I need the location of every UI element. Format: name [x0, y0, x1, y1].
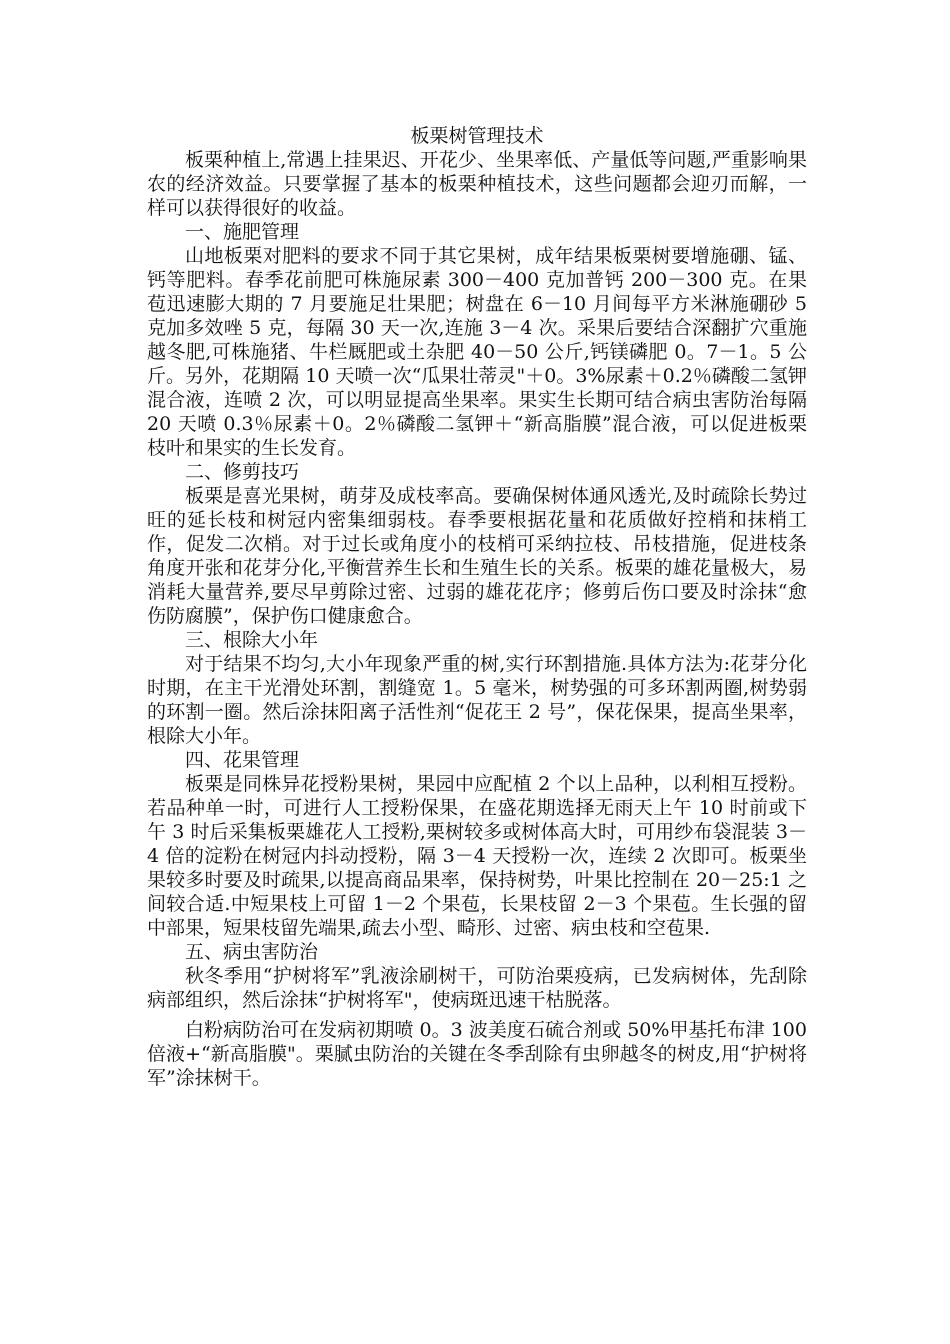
- section-paragraph-flower-fruit: 板栗是同株异花授粉果树，果园中应配植 2 个以上品种，以利相互授粉。若品种单一时，可进行人工授粉保果，在盛花期选择无雨天上午 10 时前或下午 3 时后采集板栗雄花人工授粉,栗树较多或树体高大时，可用纱布袋混装 3－4 倍的淀粉在树冠内抖动授粉，隔 3－4 天授粉一次，连续 2 次即可。板栗坐果较多时要及时疏果,以提高商品果率，保持树势，叶果比控制在 20－25:1 之间较合适.中短果枝上可留 1－2 个果苞，长果枝留 2－3 个果苞。生长强的留中部果，短果枝留先端果,疏去小型、畸形、过密、病虫枝和空苞果.: [147, 773, 807, 939]
- section-heading-pest-control: 五、病虫害防治: [185, 941, 319, 963]
- section-heading-pruning: 二、修剪技巧: [185, 461, 300, 483]
- section-paragraph-pruning: 板栗是喜光果树，萌芽及成枝率高。要确保树体通风透光,及时疏除长势过旺的延长枝和树冠内密集细弱枝。春季要根据花量和花质做好控梢和抹梢工作，促发二次梢。对于过长或角度小的枝梢可采纳拉枝、吊枝措施，促进枝条角度开张和花芽分化,平衡营养生长和生殖生长的关系。板栗的雄花量极大，易消耗大量营养,要尽早剪除过密、过弱的雄花花序；修剪后伤口要及时涂抹“愈伤防腐膜”，保护伤口健康愈合。: [147, 485, 807, 627]
- section-paragraph-alternate-bearing: 对于结果不均匀,大小年现象严重的树,实行环割措施.具体方法为:花芽分化时期，在主干光滑处环割，割缝宽 1。5 毫米，树势强的可多环割两圈,树势弱的环割一圈。然后涂抹阳离子活性剂“促花王 2 号”，保花保果，提高坐果率，根除大小年。: [147, 653, 807, 747]
- section-heading-alternate-bearing: 三、根除大小年: [185, 629, 319, 651]
- intro-paragraph: 板栗种植上,常遇上挂果迟、开花少、坐果率低、产量低等问题,严重影响果农的经济效益。只要掌握了基本的板栗种植技术，这些问题都会迎刃而解，一样可以获得很好的收益。: [147, 149, 807, 219]
- section-paragraph-pest-control-1: 秋冬季用“护树将军”乳液涂刷树干，可防治栗疫病，已发病树体，先刮除病部组织，然后涂抹“护树将军"，使病斑迅速干枯脱落。: [147, 965, 807, 1011]
- section-paragraph-fertilizer: 山地板栗对肥料的要求不同于其它果树，成年结果板栗树要增施硼、锰、钙等肥料。春季花前肥可株施尿素 300－400 克加普钙 200－300 克。在果苞迅速膨大期的 7 月要施足壮果肥；树盘在 6－10 月间每平方米淋施硼砂 5 克加多效唑 5 克，每隔 30 天一次,连施 3－4 次。采果后要结合深翻扩穴重施越冬肥,可株施猪、牛栏厩肥或土杂肥 40－50 公斤,钙镁磷肥 0。7－1。5 公斤。另外，花期隔 10 天喷一次“瓜果壮蒂灵"＋0。3%尿素＋0.2％磷酸二氢钾混合液，连喷 2 次，可以明显提高坐果率。果实生长期可结合病虫害防治每隔 20 天喷 0.3％尿素＋0。2％磷酸二氢钾＋“新高脂膜”混合液，可以促进板栗枝叶和果实的生长发育。: [147, 245, 807, 459]
- document-body: [147, 124, 807, 1090]
- document-title: 板栗树管理技术: [410, 125, 544, 147]
- section-paragraph-pest-control-2: 白粉病防治可在发病初期喷 0。3 波美度石硫合剂或 50%甲基托布津 100 倍液+“新高脂膜"。栗腻虫防治的关键在冬季刮除有虫卵越冬的树皮,用“护树将军”涂抹树干。: [147, 1019, 807, 1089]
- section-heading-fertilizer: 一、施肥管理: [185, 221, 300, 243]
- section-heading-flower-fruit: 四、花果管理: [185, 749, 300, 771]
